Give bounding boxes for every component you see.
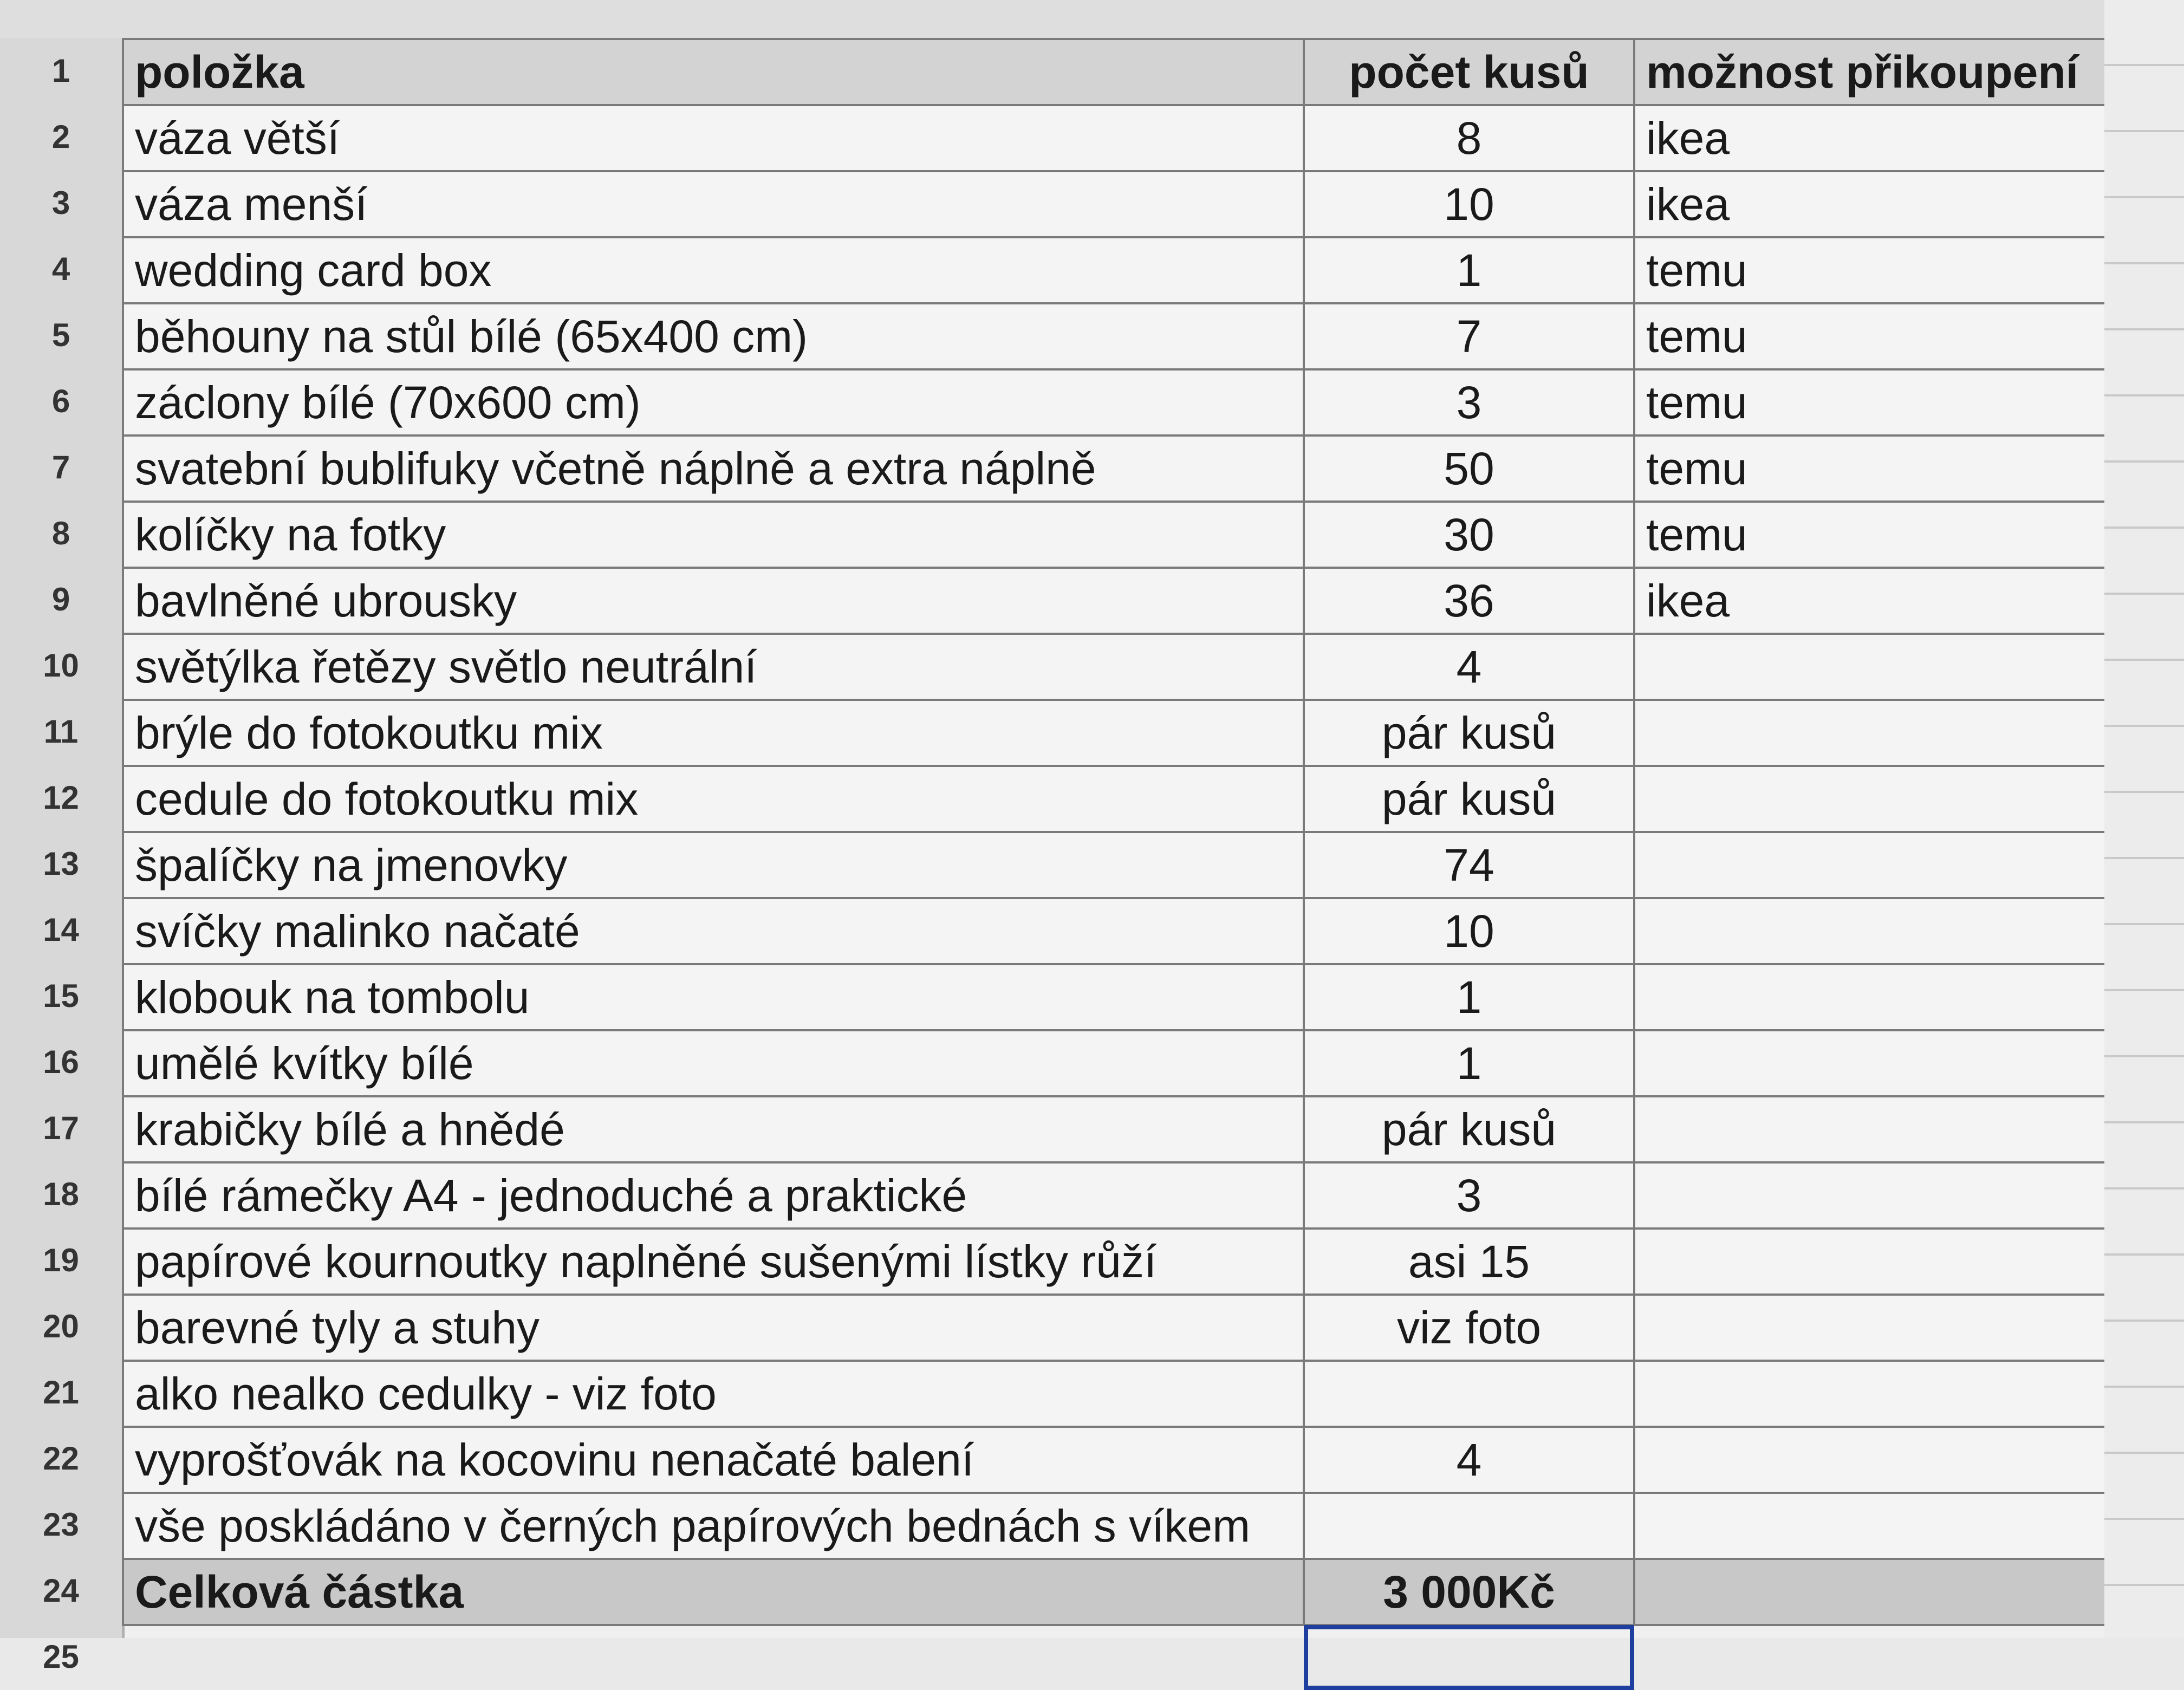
table-row bbox=[123, 898, 2105, 964]
cell[interactable]: 10 bbox=[1304, 898, 1634, 964]
row-number[interactable]: 2 bbox=[51, 119, 70, 155]
selected-cell[interactable] bbox=[1304, 1625, 1634, 1690]
cell[interactable]: bavlněné ubrousky bbox=[123, 568, 1304, 634]
next-column-edge[interactable] bbox=[2104, 0, 2184, 1638]
table-row bbox=[123, 1096, 2105, 1162]
table-row bbox=[123, 1162, 2105, 1228]
cell[interactable]: 1 bbox=[1304, 237, 1634, 303]
cell[interactable]: Celková částka bbox=[123, 1559, 1304, 1625]
cell[interactable]: 3 000Kč bbox=[1304, 1559, 1634, 1625]
row-number[interactable]: 19 bbox=[43, 1242, 79, 1278]
cell[interactable] bbox=[1634, 1625, 2105, 1690]
cell[interactable] bbox=[1634, 634, 2105, 700]
row-number[interactable]: 3 bbox=[51, 185, 70, 221]
row-number[interactable]: 15 bbox=[43, 978, 79, 1014]
row-number[interactable]: 16 bbox=[43, 1044, 79, 1080]
cell[interactable] bbox=[1634, 1030, 2105, 1096]
table-row bbox=[123, 832, 2105, 898]
cell[interactable]: viz foto bbox=[1304, 1295, 1634, 1361]
cell[interactable]: 4 bbox=[1304, 1427, 1634, 1493]
cell[interactable]: 4 bbox=[1304, 634, 1634, 700]
cell[interactable] bbox=[1634, 964, 2105, 1030]
cell[interactable]: wedding card box bbox=[123, 237, 1304, 303]
row-number[interactable]: 10 bbox=[43, 647, 79, 684]
cell[interactable]: 30 bbox=[1304, 502, 1634, 568]
row-number[interactable]: 18 bbox=[43, 1176, 79, 1212]
table-row bbox=[123, 303, 2105, 369]
table-row bbox=[123, 105, 2105, 171]
row-numbers bbox=[0, 38, 122, 1690]
table-row bbox=[123, 369, 2105, 435]
row-number[interactable]: 8 bbox=[51, 515, 70, 551]
cell[interactable] bbox=[1634, 898, 2105, 964]
cell[interactable] bbox=[1634, 1493, 2105, 1559]
row-number[interactable]: 22 bbox=[43, 1440, 79, 1477]
cell[interactable]: cedule do fotokoutku mix bbox=[123, 766, 1304, 832]
cell[interactable]: krabičky bílé a hnědé bbox=[123, 1096, 1304, 1162]
cell[interactable]: 8 bbox=[1304, 105, 1634, 171]
row-number[interactable]: 11 bbox=[43, 713, 79, 750]
row-number[interactable]: 17 bbox=[43, 1110, 79, 1146]
cell[interactable]: pár kusů bbox=[1304, 766, 1634, 832]
cell[interactable]: temu bbox=[1634, 303, 2105, 369]
row-number[interactable]: 14 bbox=[43, 912, 79, 948]
cell[interactable] bbox=[1634, 1559, 2105, 1625]
cell[interactable]: bílé rámečky A4 - jednoduché a praktické bbox=[123, 1162, 1304, 1228]
column-header-strip[interactable] bbox=[0, 0, 2184, 40]
cell[interactable]: asi 15 bbox=[1304, 1228, 1634, 1295]
cell[interactable]: záclony bílé (70x600 cm) bbox=[123, 369, 1304, 435]
table-row bbox=[123, 568, 2105, 634]
row-number[interactable]: 20 bbox=[43, 1308, 79, 1344]
header-row bbox=[123, 39, 2105, 105]
cell[interactable] bbox=[1634, 700, 2105, 766]
row-number[interactable]: 7 bbox=[51, 449, 70, 485]
row-number[interactable]: 25 bbox=[43, 1639, 79, 1675]
cell[interactable] bbox=[1634, 1228, 2105, 1295]
cell[interactable]: 36 bbox=[1304, 568, 1634, 634]
cell[interactable]: temu bbox=[1634, 435, 2105, 502]
table-row bbox=[123, 700, 2105, 766]
table-row bbox=[123, 1625, 2105, 1690]
table-row bbox=[123, 964, 2105, 1030]
cell[interactable]: umělé kvítky bílé bbox=[123, 1030, 1304, 1096]
cell[interactable] bbox=[1634, 1295, 2105, 1361]
cell[interactable] bbox=[1634, 766, 2105, 832]
cell[interactable]: ikea bbox=[1634, 105, 2105, 171]
row-number[interactable]: 12 bbox=[43, 779, 79, 816]
cell[interactable] bbox=[1304, 1361, 1634, 1427]
data-grid bbox=[122, 38, 2107, 1690]
row-number[interactable]: 21 bbox=[43, 1374, 79, 1410]
cell[interactable]: klobouk na tombolu bbox=[123, 964, 1304, 1030]
row-number[interactable]: 9 bbox=[51, 581, 70, 618]
row-number[interactable]: 1 bbox=[51, 53, 70, 89]
cell[interactable]: 1 bbox=[1304, 964, 1634, 1030]
row-number[interactable]: 24 bbox=[43, 1572, 79, 1609]
table-row bbox=[123, 1361, 2105, 1427]
table-row bbox=[123, 1030, 2105, 1096]
total-row bbox=[123, 1559, 2105, 1625]
cell[interactable]: 3 bbox=[1304, 1162, 1634, 1228]
cell[interactable]: špalíčky na jmenovky bbox=[123, 832, 1304, 898]
cell[interactable]: pár kusů bbox=[1304, 1096, 1634, 1162]
row-number[interactable]: 4 bbox=[51, 251, 70, 287]
cell[interactable]: temu bbox=[1634, 237, 2105, 303]
cell[interactable]: běhouny na stůl bílé (65x400 cm) bbox=[123, 303, 1304, 369]
row-number[interactable]: 23 bbox=[43, 1506, 79, 1543]
cell[interactable]: ikea bbox=[1634, 171, 2105, 237]
cell[interactable]: světýlka řetězy světlo neutrální bbox=[123, 634, 1304, 700]
cell[interactable]: svatební bublifuky včetně náplně a extra náplně bbox=[123, 435, 1304, 502]
cell[interactable]: možnost přikoupení bbox=[1634, 39, 2105, 105]
table-row bbox=[123, 1295, 2105, 1361]
cell[interactable]: 50 bbox=[1304, 435, 1634, 502]
cell[interactable]: temu bbox=[1634, 369, 2105, 435]
cell[interactable] bbox=[123, 1625, 1304, 1690]
row-number[interactable]: 6 bbox=[51, 383, 70, 419]
cell[interactable]: váza menší bbox=[123, 171, 1304, 237]
table-row bbox=[123, 237, 2105, 303]
cell[interactable] bbox=[1634, 1361, 2105, 1427]
cell[interactable]: 7 bbox=[1304, 303, 1634, 369]
cell[interactable]: váza větší bbox=[123, 105, 1304, 171]
cell[interactable]: barevné tyly a stuhy bbox=[123, 1295, 1304, 1361]
cell[interactable]: 1 bbox=[1304, 1030, 1634, 1096]
table-row bbox=[123, 1228, 2105, 1295]
table-row bbox=[123, 1493, 2105, 1559]
cell[interactable] bbox=[1634, 1427, 2105, 1493]
cell[interactable]: brýle do fotokoutku mix bbox=[123, 700, 1304, 766]
cell[interactable]: svíčky malinko načaté bbox=[123, 898, 1304, 964]
cell[interactable] bbox=[1634, 1096, 2105, 1162]
cell[interactable]: kolíčky na fotky bbox=[123, 502, 1304, 568]
cell[interactable] bbox=[1634, 832, 2105, 898]
table-row bbox=[123, 435, 2105, 502]
table-row bbox=[123, 1427, 2105, 1493]
table-row bbox=[123, 634, 2105, 700]
cell[interactable]: papírové kournoutky naplněné sušenými lístky růží bbox=[123, 1228, 1304, 1295]
cell[interactable]: 74 bbox=[1304, 832, 1634, 898]
cell[interactable]: pár kusů bbox=[1304, 700, 1634, 766]
cell[interactable]: 10 bbox=[1304, 171, 1634, 237]
cell[interactable] bbox=[1304, 1493, 1634, 1559]
cell[interactable]: alko nealko cedulky - viz foto bbox=[123, 1361, 1304, 1427]
cell[interactable]: počet kusů bbox=[1304, 39, 1634, 105]
table-row bbox=[123, 766, 2105, 832]
row-number[interactable]: 5 bbox=[51, 317, 70, 353]
cell[interactable]: ikea bbox=[1634, 568, 2105, 634]
cell[interactable] bbox=[1634, 1162, 2105, 1228]
cell[interactable]: položka bbox=[123, 39, 1304, 105]
cell[interactable]: temu bbox=[1634, 502, 2105, 568]
cell[interactable]: vyprošťovák na kocovinu nenačaté balení bbox=[123, 1427, 1304, 1493]
row-number[interactable]: 13 bbox=[43, 846, 79, 882]
cell[interactable]: vše poskládáno v černých papírových bednách s víkem bbox=[123, 1493, 1304, 1559]
cell[interactable]: 3 bbox=[1304, 369, 1634, 435]
table-row bbox=[123, 502, 2105, 568]
table-row bbox=[123, 171, 2105, 237]
